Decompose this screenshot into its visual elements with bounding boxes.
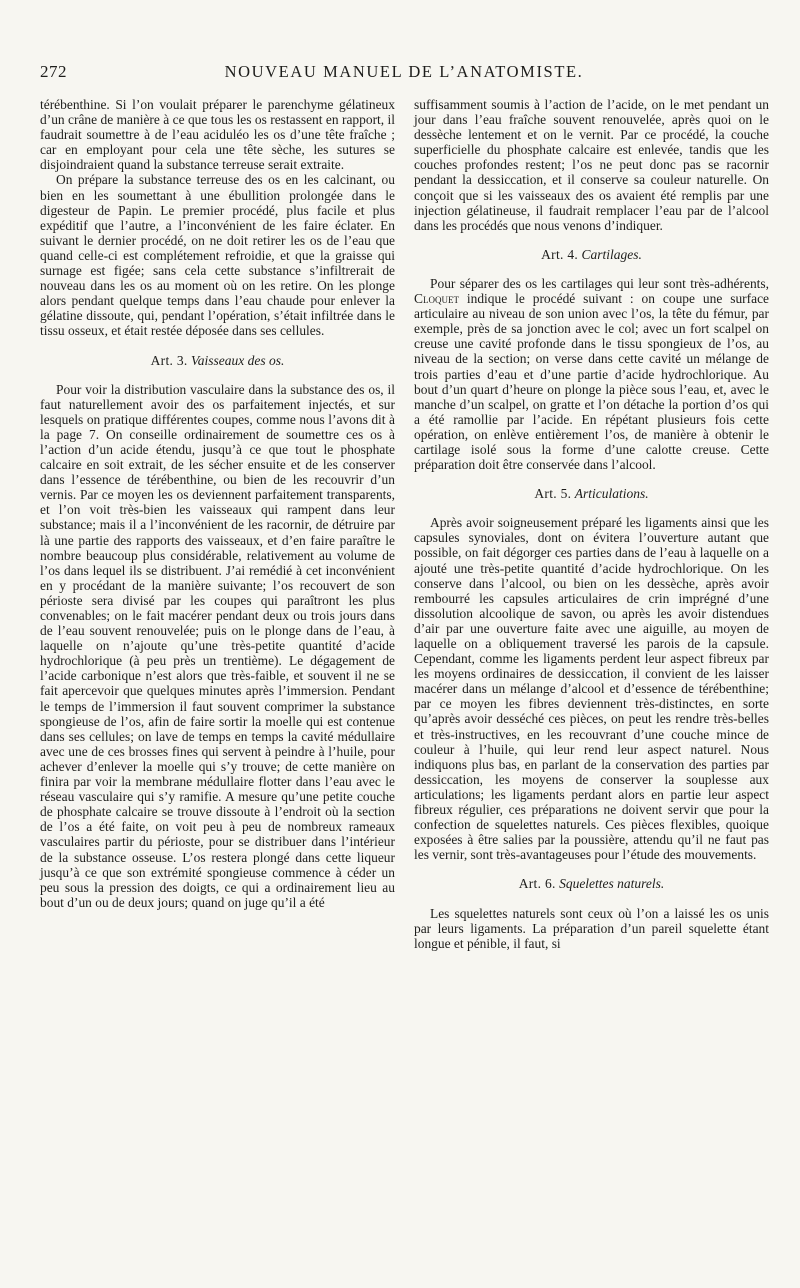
article-title: Squelettes naturels.	[559, 876, 665, 892]
paragraph: Après avoir soigneusement préparé les ligaments ainsi que les capsules synoviales, dont on évitera l’ouverture autant que possible, on fait dégorger ces parties dans de l’eau à laquelle on a ajouté une très-petite quantité d’acide hydrochlorique. On les conserve dans l’alcool, ou bien on les dessèche, après avoir rembourré les capsules articulaires de crin imprégné d’une dissolution alcoolique de savon, ou après les avoir distendues d’air par une ouverture faite avec une aiguille, au moyen de laquelle on a obliquement traversé les parois de la capsule. Cependant, comme les ligaments perdent leur aspect fibreux par les moyens ordinaires de dessiccation, il convient de les laisser macérer dans un mélange d’alcool et d’essence de térébenthine; par ce moyen les fibres deviennent très-distinctes, en sorte qu’après avoir desséché ces pièces, on peut les rendre très-belles et très-instructives, en les recouvrant d’une couche mince de couleur à l’huile, qui leur rend leur aspect naturel. Nous indiquons plus bas, en parlant de la conservation des parties par dessiccation, les moyens de conserver la souplesse aux articulations; les ligaments perdant alors en partie leur aspect fibreux régulier, ces préparations ne doivent servir que pour la confection de squelettes naturels. Ces pièces flexibles, quoique exposées à être salies par la poussière, attendu qu’il ne faut pas les vernir, sont très-avantageuses pour l’étude des mouvements.	[414, 515, 769, 863]
paragraph: Les squelettes naturels sont ceux où l’on a laissé les os unis par leurs ligaments. La préparation d’un pareil squelette étant longue et pénible, il faut, si	[414, 905, 769, 951]
article-heading	[40, 353, 395, 368]
article-title: Cartilages.	[581, 246, 642, 262]
article-number: Art. 6.	[518, 876, 556, 892]
paragraph: térébenthine. Si l’on voulait préparer le parenchyme gélatineux d’un crâne de manière à ce que tous les os restassent en rapport, il faudrait soumettre à de l’eau aciduléo les os d’une tête fraîche ; car en employant pour cela une tête sèche, les sutures se disjoindraient quand la substance terreuse serait extraite.	[40, 97, 395, 173]
page-number: 272	[40, 62, 67, 81]
running-title: NOUVEAU MANUEL DE L’ANATOMISTE.	[224, 62, 584, 81]
author-name: Cloquet	[414, 291, 459, 307]
page-header	[40, 62, 768, 86]
article-title: Articulations.	[574, 486, 649, 502]
paragraph: On prépare la substance terreuse des os en les calcinant, ou bien en les soumettant à une ébullition prolongée dans le digesteur de Papin. Le premier procédé, plus facile et plus expéditif que l’autre, a l’inconvénient de les faire éclater. En suivant le dernier procédé, on ne doit retirer les os de l’eau que quand celle-ci est complétement refroidie, et que la graisse qui surnage est figée; sans cela cette substance s’infiltrerait de nouveau dans les os au moment où on les retire. On les plonge alors pendant quelque temps dans l’eau chaude pour enlever la gélatine dissoute, qui, pendant l’opération, s’était infiltrée dans le tissu osseux, et était restée déposée dans ses cellules.	[40, 172, 395, 339]
article-title: Vaisseaux des os.	[190, 352, 285, 368]
article-number: Art. 5.	[534, 486, 572, 502]
left-column	[40, 97, 395, 910]
paragraph: suffisamment soumis à l’action de l’acide, on le met pendant un jour dans l’eau fraîche souvent renouvelée, après quoi on le dessèche lentement et on le vernit. Par ce procédé, la couche superficielle du phosphate calcaire est enlevée, tandis que les couches profondes restent; l’os ne peut donc pas se racornir pendant la dessiccation, et il conserve sa couleur naturelle. On conçoit que si les vaisseaux des os avaient été remplis par une injection gélatineuse, il faudrait remplacer l’eau par de l’alcool dans les procédés que nous venons d’indiquer.	[414, 97, 769, 233]
article-heading	[414, 486, 769, 501]
paragraph: Pour voir la distribution vasculaire dans la substance des os, il faut naturellement avoir des os parfaitement injectés, et sur lesquels on pratique différentes coupes, comme nous l’avons dit à la page 7. On conseille ordinairement de soumettre ces os à l’action d’un acide étendu, jusqu’à ce que tout le phosphate calcaire en soit extrait, de les sécher ensuite et de les conserver dans l’essence de térébenthine, ou bien de les recouvrir d’un vernis. Par ce moyen les os deviennent parfaitement transparents, et l’on voit très-bien les vaisseaux qui rampent dans leur substance; mais il a l’inconvénient de les racornir, de détruire par là une partie des rapports des vaisseaux, et d’en faire paraître le nombre beaucoup plus considérable, relativement au volume de l’os dans lequel ils se distribuent. J’ai remédié à cet inconvénient en y procédant de la manière suivante; l’os recouvert de son périoste sera divisé par les coupes qui paraîtront les plus convenables; on le fait macérer pendant deux ou trois jours dans de l’eau souvent renouvelée; puis on le plonge dans de l’eau, à laquelle on n’ajoute qu’une très-petite quantité d’acide hydrochlorique (à peu près un trentième). Le dégagement de l’acide carbonique n’est alors que très-faible, et souvent il ne se fait apercevoir que quelques minutes après l’immersion. Pendant le temps de l’immersion il faut souvent comprimer la substance spongieuse de l’os, afin de faire sortir la moelle qui est contenue dans ses cellules; on lave de temps en temps la cavité médullaire avec une de ces brosses fines qui servent à peindre à l’huile, pour achever d’enlever la moelle qui s’y trouve; de cette manière on finira par voir la membrane médullaire flotter dans l’eau avec le réseau vasculaire qui s’y ramifie. A mesure qu’une petite couche de phosphate calcaire se trouve dissoute à l’endroit où la section de l’os a été faite, on voit peu à peu de nombreux rameaux vasculaires partir du périoste, pour se distribuer dans l’intérieur de la substance osseuse. L’os restera plongé dans cette liqueur jusqu’à ce que son extrémité spongieuse commence à céder un peu sous la pression des doigts, ce qui a ordinairement lieu au bout d’un ou de deux jours; quand on juge qu’il a été	[40, 381, 395, 910]
text-run: Pour séparer des os les cartilages qui leur sont très-adhérents,	[430, 275, 769, 291]
article-heading	[414, 876, 769, 891]
article-number: Art. 3.	[150, 352, 188, 368]
text-run: indique le procédé suivant : on coupe une surface articulaire au niveau de son union avec l’os, la tête du fémur, par exemple, près de sa jonction avec le col; avec un fort scalpel on creuse une cavité profonde dans le tissu spongieux de l’os, au niveau de la section; on verse dans cette cavité un mélange de trois parties d’eau et d’une partie d’acide hydrochlorique. Au bout d’un quart d’heure on plonge la pièce sous l’eau, et, avec le manche d’un scalpel, on gratte et l’on détache la portion d’os qui a été ramollie par l’acide. En répétant plusieurs fois cette opération, on enlève entièrement l’os, de manière à obtenir le cartilage isolé sous la forme d’une calotte creuse. Cette préparation doit être conservée dans l’alcool.	[414, 291, 770, 473]
article-number: Art. 4.	[541, 246, 579, 262]
right-column	[414, 97, 769, 951]
paragraph	[414, 276, 769, 472]
article-heading	[414, 247, 769, 262]
